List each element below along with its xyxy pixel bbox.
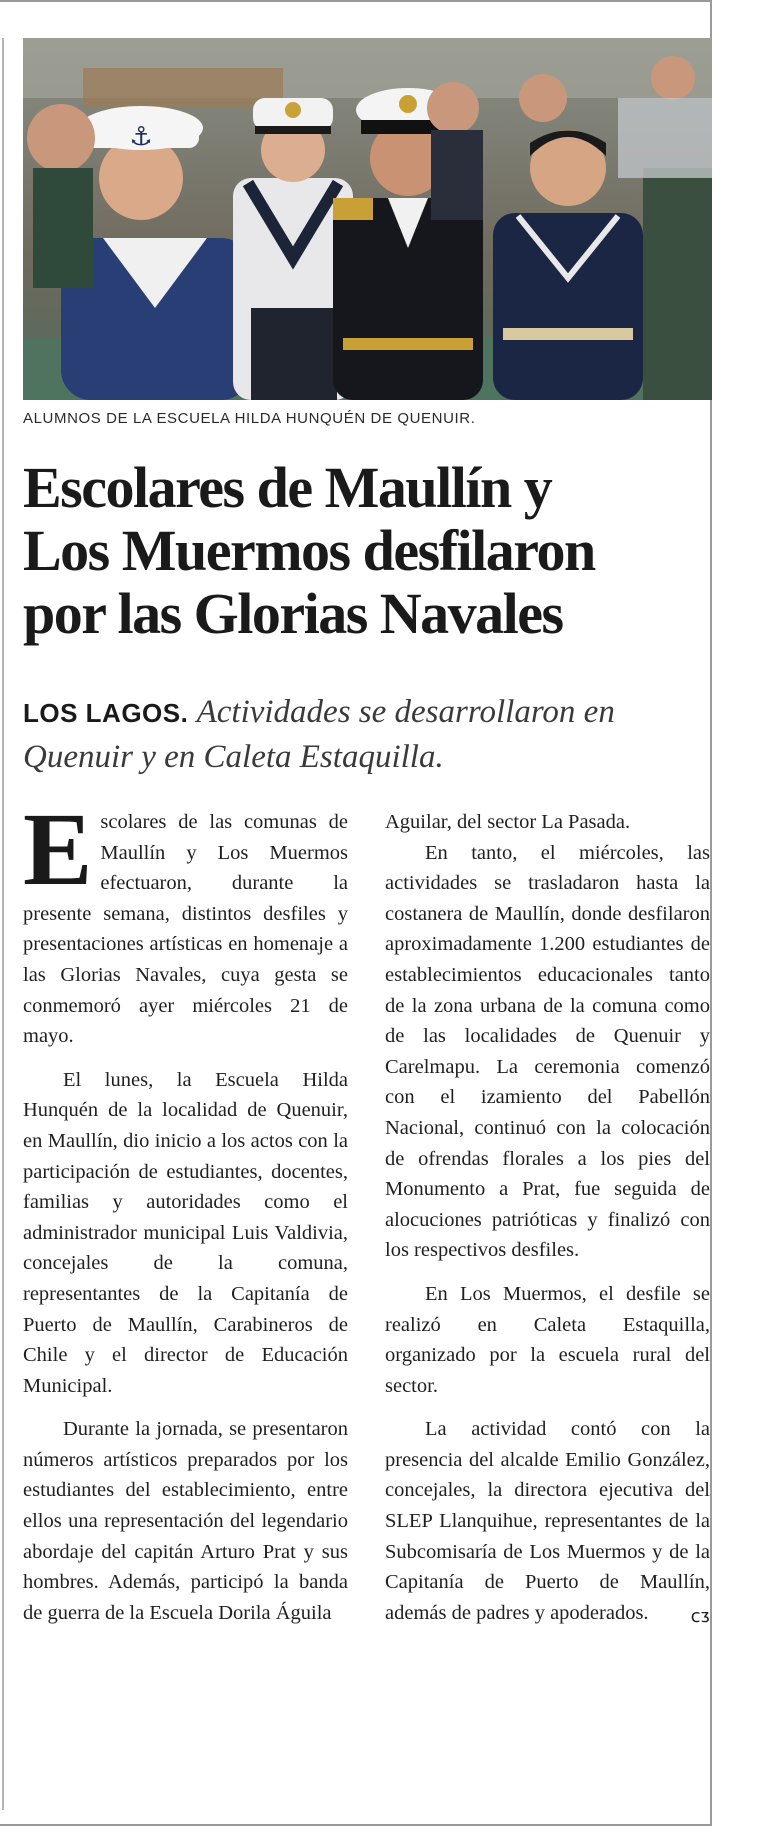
body-paragraph — [385, 1414, 710, 1628]
left-rule — [2, 38, 4, 1810]
body-column-left — [23, 792, 348, 1628]
article-headline — [23, 456, 713, 645]
section-tag: LOS LAGOS. — [23, 698, 189, 728]
headline-line: Escolares de Maullín y — [23, 455, 552, 520]
headline-line: por las Glorias Navales — [23, 581, 563, 646]
body-paragraph-text: La actividad contó con la presencia del alcalde Emilio González, concejales, la directora ejecutiva del SLEP Llanquihue, representantes de la Subcomisaría de Los Muermos y de la Capitanía de Puerto de Maullín, además de padres y apoderados. — [385, 1418, 710, 1624]
body-paragraph: En Los Muermos, el desfile se realizó en Caleta Estaquilla, organizado por la escuela rural del sector. — [385, 1282, 710, 1397]
body-paragraph: En tanto, el miércoles, las actividades se trasladaron hasta la costanera de Maullín, donde desfilaron aproximadamente 1.200 estudiantes de establecimientos educacionales tanto de la zona urbana de la comuna como de las localidades de Quenuir y Carelmapu. La ceremonia comenzó con el izamiento del Pabellón Nacional, continuó con la colocación de ofrendas florales a los pies del Monumento a Prat, fue seguida de alocuciones patrióticas y finalizó con los respectivos desfiles. — [385, 841, 710, 1262]
bottom-rule — [0, 1824, 712, 1826]
body-paragraph-text: scolares de las comunas de Maullín y Los Muermos efectuaron, durante la presente semana, distintos desfiles y presentaciones artísticas en homenaje a las Glorias Navales, cuya gesta se conmemoró ayer miércoles 21 de mayo. — [23, 811, 348, 1048]
article-lead: Actividades se desarrollaron en Quenuir y en Caleta Estaquilla. — [23, 694, 615, 775]
photo-illustration — [23, 38, 712, 400]
headline-line: Los Muermos desfilaron — [23, 518, 595, 583]
body-paragraph: Durante la jornada, se presentaron números artísticos preparados por los estudiantes del establecimiento, entre ellos una representación del legendario abordaje del capitán Arturo Prat y sus hombres. Además, participó la banda de guerra de la Escuela Dorila Águila — [23, 1418, 348, 1624]
svg-text:⚓: ⚓ — [129, 122, 153, 152]
article-kicker — [23, 690, 713, 779]
body-paragraph — [23, 792, 348, 1052]
drop-cap: E — [23, 792, 93, 907]
body-column-right — [385, 807, 710, 1632]
end-mark-icon: ᴄᴣ — [690, 1605, 710, 1627]
photo-caption: ALUMNOS DE LA ESCUELA HILDA HUNQUÉN DE QUENUIR. — [23, 410, 476, 427]
top-rule — [0, 0, 712, 2]
article-photo — [23, 38, 712, 400]
body-paragraph: El lunes, la Escuela Hilda Hunquén de la localidad de Quenuir, en Maullín, dio inicio a los actos con la participación de estudiantes, docentes, familias y autoridades como el administrador municipal Luis Valdivia, concejales de la comuna, representantes de la Capitanía de Puerto de Maullín, Carabineros de Chile y el director de Educación Municipal. — [23, 1068, 348, 1397]
body-paragraph: Aguilar, del sector La Pasada. — [385, 811, 631, 833]
